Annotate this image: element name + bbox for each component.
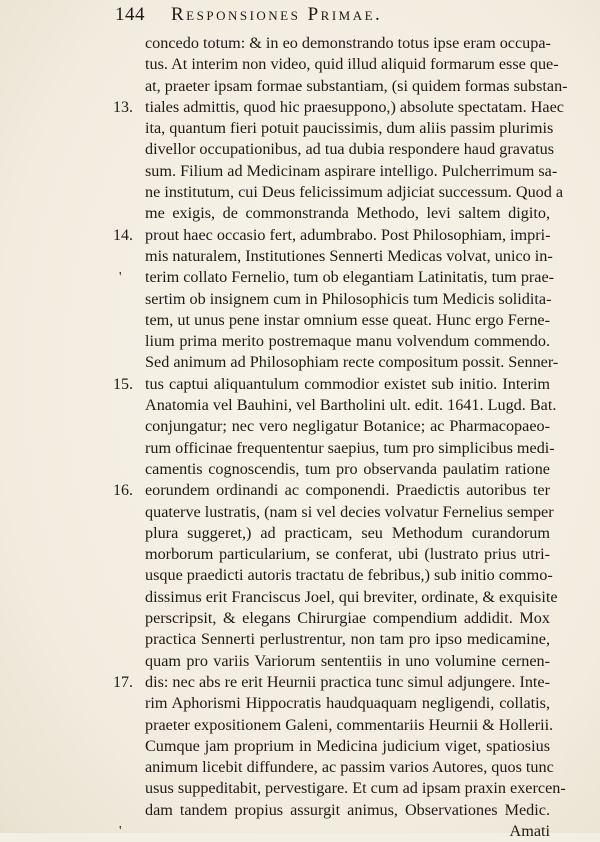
line-text: plura suggeret,) ad practicam, seu Methodum curandorum <box>145 523 550 542</box>
text-line <box>145 54 559 75</box>
body-text <box>113 33 568 842</box>
line-text: ita, quantum fieri potuit paucissimis, dum aliis passim plurimis <box>145 119 554 138</box>
text-line <box>113 225 551 246</box>
text-line <box>145 502 554 523</box>
page-number: 144 <box>115 4 145 25</box>
line-text: usus suppeditabit, pervestigare. Et cum ad ipsam praxin exercen- <box>145 779 566 798</box>
text-line <box>145 139 555 160</box>
line-text: at, praeter ipsam formae substantiam, (si quidem formas substan- <box>145 76 568 95</box>
text-line <box>113 97 564 118</box>
line-text: prout haec occasio fert, adumbrabo. Post Philosophiam, impri- <box>145 225 551 244</box>
text-line <box>145 778 566 799</box>
text-line <box>145 438 555 459</box>
margin-section-number: 15. <box>113 375 133 393</box>
text-line <box>145 693 550 714</box>
text-line <box>145 736 550 757</box>
page-header <box>115 4 550 32</box>
line-text: lium prima merito postremaque manu volvendum commendo. <box>145 332 550 351</box>
line-text: camentis cognoscendis, tum pro observanda paulatim ratione <box>145 459 550 478</box>
margin-section-number: 13. <box>113 98 133 116</box>
text-line <box>145 523 550 544</box>
line-text: practica Sennerti perlustrentur, non tam pro ipso medicamine, <box>145 630 550 649</box>
text-line <box>145 395 557 416</box>
text-line <box>145 33 550 54</box>
text-line <box>145 182 564 203</box>
line-text: rim Aphorismi Hippocratis haudquaquam negligendi, collatis, <box>145 694 550 713</box>
line-text: conjungatur; nec vero negligatur Botanice; ac Pharmacopaeo- <box>145 417 550 436</box>
line-text: Anatomia vel Bauhini, vel Bartholini ult. edit. 1641. Lugd. Bat. <box>145 396 557 415</box>
line-text: dissimus erit Franciscus Joel, qui breviter, ordinate, & exquisite <box>145 587 558 606</box>
line-text: usque praedicti autoris tractatu de febribus,) sub initio commo- <box>145 566 553 585</box>
margin-mark: ' <box>119 270 122 286</box>
line-text: divellor occupationibus, ad tua dubia respondere haud gravatus <box>145 140 555 159</box>
text-line <box>145 246 553 267</box>
margin-mark: ' <box>119 823 122 839</box>
line-text: tiales admittis, quod hic praesuppono,) absolute spectatam. Haec <box>145 97 564 116</box>
line-text: quaterve lustratis, (nam si vel decies volvatur Fernelius semper <box>145 502 554 521</box>
line-text: sum. Filium ad Medicinam aspirare intelligo. Pulcherrimum sa- <box>145 161 558 180</box>
text-line <box>145 459 550 480</box>
text-line <box>119 267 555 288</box>
line-text: Cumque jam proprium in Medicina judicium viget, spatiosius <box>145 736 550 755</box>
margin-section-number: 14. <box>113 226 133 244</box>
line-text: rum officinae frequententur saepius, tum pro simplicibus medi- <box>145 438 555 457</box>
text-line <box>145 587 558 608</box>
text-line <box>145 310 550 331</box>
text-line <box>113 374 550 395</box>
text-line <box>145 289 550 310</box>
line-text: dam tandem propius assurgit animus, Observationes Medic. <box>145 800 550 819</box>
text-line <box>145 118 554 139</box>
text-line <box>145 544 550 565</box>
line-text: sertim ob insignem cum in Philosophicis tum Medicis solidita- <box>145 289 552 308</box>
text-line <box>145 76 568 97</box>
text-line <box>145 608 550 629</box>
line-text: concedo totum: & in eo demonstrando totus ipse eram occupa- <box>145 34 551 52</box>
line-text: praeter expositionem Galeni, commentariis Heurnii & Hollerii. <box>145 715 554 734</box>
text-line <box>145 715 554 736</box>
line-text: tus. At interim non video, quid illud aliquid formarum esse que- <box>145 55 559 74</box>
line-text: animum licebit diffundere, ac passim varios Autores, quos tunc <box>145 758 554 777</box>
line-text: eorundem ordinandi ac componendi. Praedictis autoribus ter <box>145 481 550 500</box>
margin-section-number: 16. <box>113 482 133 500</box>
line-text: ne institutum, cui Deus felicissimum adjiciat successum. Quod a <box>145 183 564 202</box>
line-text: tem, ut unus pene instar omnium esse queat. Hunc ergo Ferne- <box>145 310 550 329</box>
running-title: Responsiones Primae. <box>171 4 383 25</box>
line-text: perscripsit, & elegans Chirurgiae compendium addidit. Mox <box>145 609 550 628</box>
line-text: dis: nec abs re erit Heurnii practica tunc simul adjungere. Inte- <box>145 672 550 691</box>
text-line <box>145 565 553 586</box>
margin-section-number: 17. <box>113 673 133 691</box>
text-line <box>145 800 550 821</box>
line-text: tus captui aliquantulum commodior existet sub initio. Interim <box>145 374 550 393</box>
text-line <box>145 331 550 352</box>
line-text: terim collato Fernelio, tum ob elegantiam Latinitatis, tum prae- <box>145 268 555 287</box>
line-text: Sed animum ad Philosophiam recte compositum possit. Senner- <box>145 353 559 372</box>
line-text: me exigis, de commonstranda Methodo, levi saltem digito, <box>145 204 550 223</box>
line-text: mis naturalem, Institutiones Sennerti Medicas volvat, unico in- <box>145 246 553 265</box>
text-line <box>113 672 550 693</box>
text-line <box>145 629 550 650</box>
text-line <box>145 416 550 437</box>
text-line <box>113 480 550 501</box>
text-line <box>145 203 550 224</box>
text-line <box>145 757 554 778</box>
text-line <box>145 352 559 373</box>
text-line <box>145 651 550 672</box>
text-line <box>145 161 558 182</box>
text-line <box>119 821 550 842</box>
line-text: quam pro variis Variorum sententiis in uno volumine cernen- <box>145 651 550 670</box>
line-text: morborum particularium, se conferat, ubi (lustrato prius utri- <box>145 545 550 564</box>
line-text: Amati <box>509 821 550 840</box>
